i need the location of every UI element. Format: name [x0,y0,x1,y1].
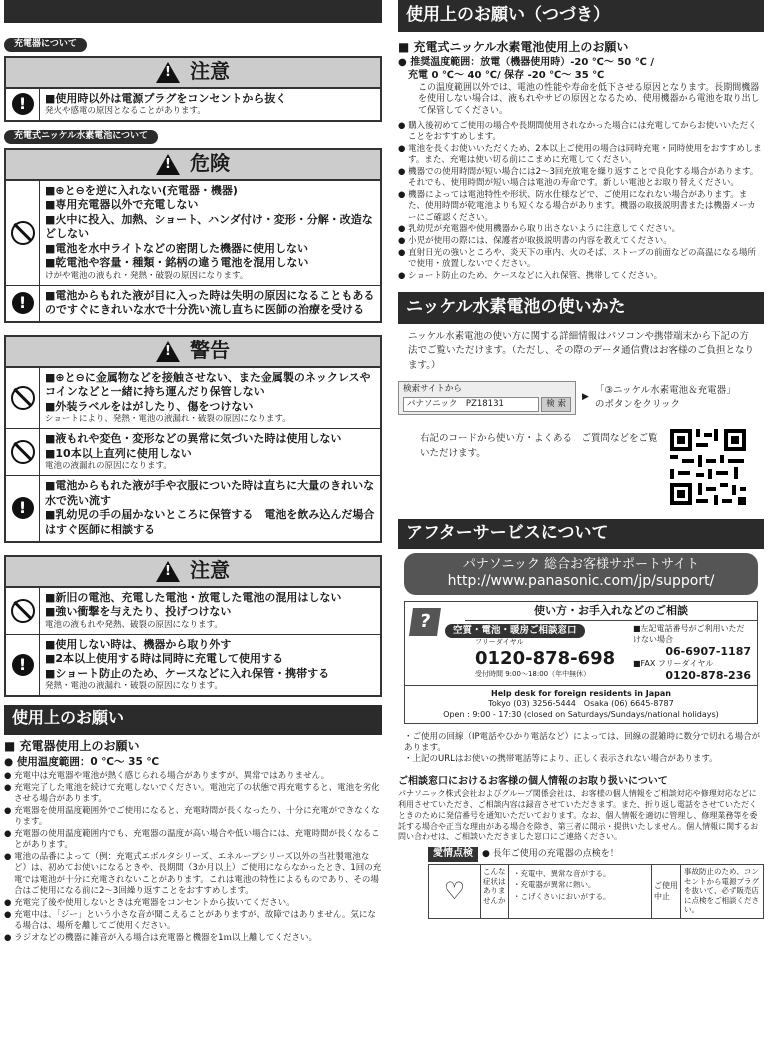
howto-title: ニッケル水素電池の使いかた [398,292,764,324]
caution-icon [156,561,180,582]
search-input[interactable]: パナソニック PZ18131 [403,397,539,412]
search-label: 検索サイトから [403,383,462,394]
support-url[interactable]: http://www.panasonic.com/jp/support/ [447,573,715,590]
mandatory-icon: ! [12,654,34,676]
caution-line: ■ショート防止のため、ケースなどに入れ保管・携帯する [45,666,330,680]
danger-note: けがや電池の液もれ・発熱・破裂の原因になります。 [45,270,249,281]
list-item: ● 充電中は充電器や電池が熱く感じられる場合がありますが、異常ではありません。 [4,770,330,781]
danger-line: ■電池からもれた液が目に入った時は失明の原因になることもあるのですぐにきれいな水で十分洗い流し直ちに医師の治療を受ける [45,288,375,317]
list-item: ● 充電器の使用温度範囲内でも、充電器の温度が高い場合や低い場合には、充電時間が長くなることがあります。 [4,828,380,851]
stop-note: 事故防止のため、コンセントから電源プラグを抜いて、必ず販売店に点検をご相談ください。 [684,867,759,915]
arrow-right-icon: ▶ [582,392,589,403]
list-item: ● ショート防止のため、ケースなどに入れ保管、携帯してください。 [398,270,663,281]
hours: 受付時間 9:00～18:00（年中無休） [475,670,591,679]
fax-phone: 0120-878-236 [665,669,751,683]
alt-label: ■左記電話番号がご利用いただけない場合 [633,624,745,644]
list-item: ● 充電器を使用温度範囲外でご使用になると、充電時間が長くなったり、十分に充電ができなくなります。 [4,805,380,828]
list-item: ● 充電完了した電池を続けて充電しないでください。電池完了の状態で再充電すると、電池を劣化させる場合があります。 [4,782,380,805]
danger-line: ■⊕と⊖を逆に入れない(充電器・機器) [45,183,238,197]
warning-line: ■10本以上直列に使用しない [45,446,192,460]
list-item: ● 購入後初めてご使用の場合や長期間使用されなかった場合には充電してからお使いいただくことをおすすめします。 [398,120,757,143]
support-name: パナソニック 総合お客様サポートサイト [462,556,700,572]
list-item: ● 充電中は、「ジー」という小さな音が聞こえることがありますが、故障ではありません。気になる場合は、場所を離してご使用ください。 [4,909,376,932]
list-item: ● ラジオなどの機器に雑音が入る場合は充電器と機器を1ｍ以上離してください。 [4,932,318,943]
caution-note: 発火や感電の原因となることがあります。 [45,106,206,117]
list-item: ● 直射日光の強いところや、炎天下の車内、火のそば、ストーブの前面などの高温になる場所で使用・放置しないでください。 [398,247,757,270]
danger-title: 危険 [190,151,230,176]
nimh-subheading: ■ 充電式ニッケル水素電池使用上のお願い [398,40,629,54]
danger-line: ■専用充電器以外で充電しない [45,198,199,212]
warning-line: ■外装ラベルをはがしたり、傷をつけない [45,399,254,413]
temp-range: ● 使用温度範囲：0 ℃～ 35 ℃ [4,755,160,768]
check-question: こんな症状はありませんか [481,865,509,918]
caution-title: 注意 [190,558,230,583]
left-column [4,0,382,944]
list-item: ● 充電完了後や使用しないときは充電器をコンセントから抜いてください。 [4,897,295,908]
warning-icon [156,341,180,362]
desk-label: 空質・電池・暖房ご相談窓口 [445,624,585,638]
warning-note: ショートにより、発熱・電池の液漏れ・破裂の原因になります。 [45,414,291,425]
list-item: ● 電池を長くお使いいただくため、2本以上ご使用の場合は同時充電・同時使用をおすすめします。また、充電は使い切る前にこまめに充電してください。 [398,143,762,166]
danger-box [4,148,382,323]
caution-icon [156,62,180,83]
charger-subheading: ■ 充電器使用上のお願い [4,739,140,754]
warning-line: ■⊕と⊖に金属物などを接触させない、また金属製のネックレスやコインなどと一緒に持ち運んだり保管しない [45,370,371,399]
temp-range-2: 充電 0 ℃～ 40 ℃/ 保存 -20 ℃～ 35 ℃ [398,70,605,82]
free-dial-label: フリーダイヤル [475,638,524,647]
aijo-sub: ● 長年ご使用の充電器の点検を！ [482,848,619,859]
caution-line: ■新旧の電池、充電した電池・放電した電池の混用はしない [45,590,342,604]
check-item: ・充電器が異常に熱い。 [513,880,596,890]
privacy-text: パナソニック株式会社およびグループ関係会社は、お客様の個人情報をご相談対応や修理対応などに利用させていただき、ご相談内容は録音させていただきます。また、折り返し電話をさせていただくときのために発信番号を通知いただいております。なお、個人情報を適切に管理し、修理業務等を委託する場合や正当な理由がある場合を除き、第三者に開示・提供いたしません。個人情報に関するお問い合わせは、ご相談いただきました窓口にご連絡ください。 [398,789,759,842]
temp-note: この温度範囲以外では、電池の性能や寿命を低下させる原因となります。長期間機器を使用しない場合は、液もれやサビの原因となるため、使用機器から電池を取り出して保管してください。 [418,82,760,116]
contact-box [404,601,758,724]
danger-line: ■火中に投入、加熱、ショート、ハンダ付け・変形・分解・改造などしない [45,212,373,241]
caution-line: ■強い衝撃を与えたり、投げつけない [45,605,232,619]
qr-code-icon[interactable] [666,425,750,509]
list-item: ● 電池の品番によって（例：充電式エボルタシリーズ、エネループシリーズ以外の当社製電池など）は、初めてお使いになるときや、長期間（3か月以上）ご使用にならなかったとき、1回の充電では電池が十分に充電されないことがあります。これは電池の特性によるものであり、その場合はご使用になる前に2～3回繰り返すことをおすすめします。 [4,851,382,897]
warning-line: ■乳幼児の手の届かないところに保管する 電池を飲み込んだ場合はすぐ医師に相談する [45,508,375,536]
prohibited-icon [11,386,35,410]
danger-icon [156,154,180,175]
prohibited-icon [11,440,35,464]
danger-line: ■乾電池や容量・種類・銘柄の違う電池を混用しない [45,256,309,270]
warning-note: 電池の液漏れの原因になります。 [45,461,172,472]
mandatory-icon: ! [12,93,34,115]
temp-range-1: ● 推奨温度範囲：放電（機器使用時）-20 ℃～ 50 ℃ / [398,57,654,69]
foreign-phones: Tokyo (03) 3256-5444 Osaka (06) 6645-8787 [488,699,674,709]
stop-use: ご使用中止 [651,865,681,918]
list-item: ● 乳幼児が充電器や使用機器から取り出さないように注意してください。 [398,224,681,235]
fax-label: ■FAX フリーダイヤル [633,658,714,668]
aijo-label: 愛情点検 [428,847,478,862]
warning-title: 警告 [190,338,230,363]
note-item: ・上記のURLはお使いの携帯電話等により、正しく表示されない場合があります。 [404,753,718,764]
caution-note: 電池の液もれや発熱、破裂の原因になります。 [45,619,223,630]
mandatory-icon: ! [12,292,34,314]
list-item: ● 小児が使用の際には、保護者が取扱説明書の内容を教えてください。 [398,235,672,246]
warning-line: ■液もれや変色・変形などの異常に気づいた時は使用しない [45,432,342,446]
charger-tag: 充電器について [4,38,87,52]
prohibited-icon [11,599,35,623]
phone-main: 0120-878-698 [475,648,616,670]
danger-line: ■電池を水中ライトなどの密閉した機器に使用しない [45,241,309,255]
right-column [398,0,764,919]
caution-box-2 [4,555,382,698]
usage-section-title: 使用上のお願い [4,705,382,735]
privacy-title: ご相談窓口におけるお客様の個人情報のお取り扱いについて [398,776,668,788]
caution-line: ■使用時以外は電源プラグをコンセントから抜く [45,91,287,105]
caution-title: 注意 [190,59,230,84]
caution-line: ■使用しない時は、機器から取り外す [45,637,232,651]
search-button[interactable]: 検 索 [541,397,571,412]
caution-box-1 [4,56,382,123]
list-item: ● 機器によっては電池特性や形状、防水仕様などで、ご使用になれない場合があります。また、使用時間が乾電池よりも短くなる場合があります。機器の取扱説明書または機器メーカーにご確認ください。 [398,189,756,223]
prohibited-icon [11,221,35,245]
check-item: ・こげくさいにおいがする。 [513,891,611,901]
contact-heading: 使い方・お手入れなどのご相談 [465,602,757,621]
note-item: ・ご使用の回線（IP電話やひかり電話など）によっては、回線の混雑時に数分で切れる場合があります。 [404,731,761,753]
warning-box [4,335,382,543]
foreign-heading: Help desk for foreign residents in Japan [491,689,671,699]
foreign-hours: Open : 9:00 - 17:30 (closed on Saturdays/Sundays/national holidays) [443,709,719,719]
battery-tag: 充電式ニッケル水素電池について [4,130,158,144]
alt-phone: 06-6907-1187 [665,644,751,658]
question-icon: ? [409,608,441,636]
qr-text: 右記のコードから使い方・よくある ご質問などをご覧いただけます。 [420,432,658,459]
continued-title: 使用上のお願い（つづき） [398,0,764,32]
heart-plug-icon: ♡ [429,865,481,918]
after-service-title: アフターサービスについて [398,519,764,549]
click-instruction: 「③ニッケル水素電池＆充電器」のボタンをクリック [594,384,736,410]
check-box [428,864,764,919]
list-item: ● 機器での使用時間が短い場合には2～3回充放電を繰り返すことで良化する場合があります。それでも、使用時間が短い場合は電池の寿命です。新しい電池とお取り替えください。 [398,166,759,189]
howto-text: ニッケル水素電池の使い方に関する詳細情報はパソコンや携帯端末から下記の方法でご覧いただけます。（ただし、その際のデータ通信費はお客様のご負担となります。） [408,331,754,371]
caution-line: ■2本以上使用する時は同時に充電して使用する [45,652,284,666]
mandatory-icon: ! [12,497,34,519]
warning-line: ■電池からもれた液が手や衣服についた時は直ちに大量のきれいな水で洗い流す [45,479,375,507]
support-panel[interactable] [404,553,758,596]
caution-note: 発熱・電池の液漏れ・破裂の原因になります。 [45,681,223,692]
check-item: ・充電中、異常な音がする。 [513,869,611,879]
